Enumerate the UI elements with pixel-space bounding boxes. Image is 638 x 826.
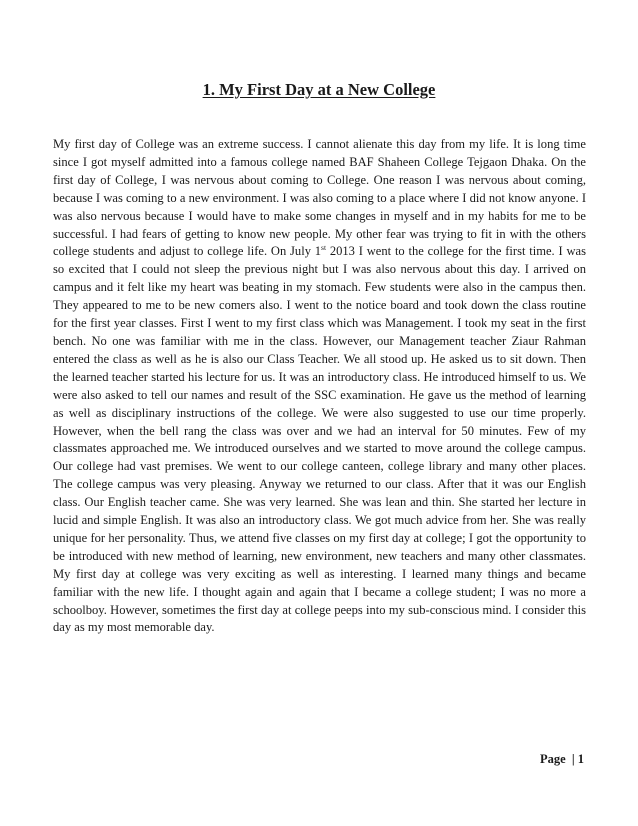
paragraph-text-part-1: My first day of College was an extreme success. I cannot alienate this day from my life. It is long time since I got myself admitted into a famous college named BAF Shaheen College Tejgaon Dhaka. On the first day of College, I was nervous about coming to College. One reason I was nervous about coming, because I was coming to a new environment. I was also coming to a place where I did not know anyone. I was also nervous because I would have to make some changes in myself and in my habits for me to be successful. I had fears of getting to know new people. My other fear was trying to fit in with the others college students and adjust to college life. On July 1 [53,137,586,259]
page-number: Page | 1 [539,752,584,766]
ordinal-superscript: st [321,243,327,253]
paragraph-text-part-2: 2013 I went to the college for the first time. I was so excited that I could not sleep the previous night but I was also nervous about this day. I arrived on campus and it felt like my heart was beating in my stomach. Few students were also in the campus then. They appeared to me to be new comers also. I went to the notice board and took down the class routine for the first year classes. First I went to my first class which was Management. I took my seat in the first bench. No one was familiar with me in the class. However, our Management teacher Ziaur Rahman entered the class as well as he is also our Class Teacher. We all stood up. He asked us to sit down. Then the learned teacher started his lecture for us. It was an introductory class. He introduced himself to us. We were also asked to tell our names and result of the SSC examination. He gave us the method of learning as well as disciplinary instructions of the college. We were also suggested to use our time properly. However, when the bell rang the class was over and we had an interval for 50 minutes. Few of my classmates approached me. We introduced ourselves and we started to move around the college campus. Our college had vast premises. We went to our college canteen, college library and many other places. The college campus was very pleasing. Anyway we returned to our class. After that it was our English class. Our English teacher came. She was very learned. She was lean and thin. She started her lecture in lucid and simple English. It was also an introductory class. We got much advice from her. She was really unique for her personality. Thus, we attend five classes on my first day at college; I got the opportunity to be introduced with new method of learning, new environment, new teachers and many other classmates. My first day at college was very exciting as well as interesting. I learned many things and became familiar with the new life. I thought again and again that I became a college student; I was no more a schoolboy. However, sometimes the first day at college peeps into my sub-conscious mind. I consider this day as my most memorable day. [53,244,586,635]
body-paragraph [53,136,586,637]
document-title: 1. My First Day at a New College [202,80,436,99]
